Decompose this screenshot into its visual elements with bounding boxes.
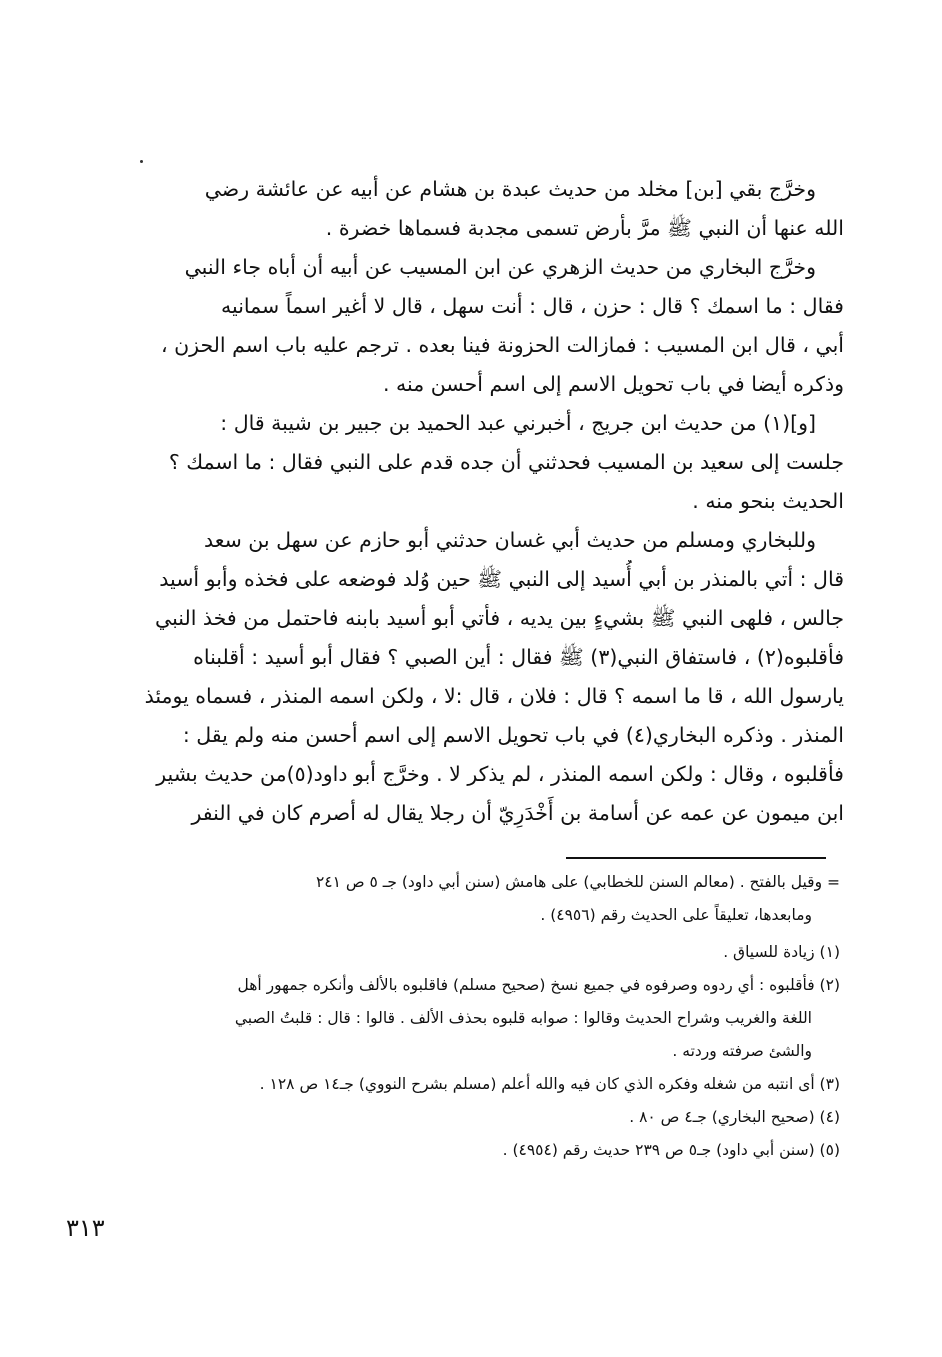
scan-speck <box>140 160 143 163</box>
main-text <box>92 170 844 833</box>
footnote-line: ومابعدها، تعليقاً على الحديث رقم (٤٩٥٦) . <box>540 906 812 924</box>
footnote-line: والشئ صرفته وردته . <box>672 1042 812 1060</box>
text-line: وللبخاري ومسلم من حديث أبي غسان حدثني أبو حازم عن سهل بن سعد <box>203 528 816 552</box>
text-line: يارسول الله ، قا ما اسمه ؟ قال : فلان ، قال :لا ، ولكن اسمه المنذر ، فسماه يومئذ <box>144 684 844 708</box>
text-line: المنذر . وذكره البخاري(٤) في باب تحويل الاسم إلى اسم أحسن منه ولم يقل : <box>182 723 844 747</box>
text-line: فقال : ما اسمك ؟ قال : حزن ، قال : أنت سهل ، قال لا أغير اسماً سمانيه <box>221 294 844 318</box>
text-line: قال : أتي بالمنذر بن أبي أُسيد إلى النبي ﷺ حين وُلد فوضعه على فخذه وأبو أسيد <box>159 567 844 591</box>
text-line: وخرَّج البخاري من حديث الزهري عن ابن المسيب عن أبيه أن أباه جاء النبي <box>184 255 816 279</box>
text-line: أبي ، قال ابن المسيب : فمازالت الحزونة فينا بعده . ترجم عليه باب اسم الحزن ، <box>160 333 844 357</box>
text-line: جلست إلى سعيد بن المسيب فحدثني أن جده قدم على النبي فقال : ما اسمك ؟ <box>168 450 844 474</box>
footnote-line: (٢) فأقلبوه : أي ردوه وصرفوه في جميع نسخ (صحيح مسلم) فاقلبوه بالألف وأنكره جمهور أهل <box>237 976 840 994</box>
footnote-line: اللغة والغريب وشراح الحديث وقالوا : صوابه قلبوه بحذف الألف . قالوا : قال : قلبتُ الصبي <box>234 1009 812 1027</box>
footnote-separator <box>566 857 826 859</box>
text-line: ابن ميمون عن عمه عن أسامة بن أَخْدَرِيّ أن رجلا يقال له أصرم كان في النفر <box>191 801 844 825</box>
footnote-line: (٤) (صحيح البخاري) جـ٤ ص ٨٠ . <box>629 1108 840 1126</box>
text-line: فأقلبوه ، وقال : ولكن اسمه المنذر ، لم يذكر لا . وخرَّج أبو داود(٥)من حديث بشير <box>156 762 844 786</box>
text-line: وخرَّج بقي [بن] مخلد من حديث عبدة بن هشام عن أبيه عن عائشة رضي <box>204 177 816 201</box>
page-number: ٣١٣ <box>66 1214 105 1242</box>
text-line: الحديث بنحو منه . <box>692 489 844 513</box>
footnote-line: (١) زيادة للسياق . <box>723 943 840 961</box>
text-line: الله عنها أن النبي ﷺ مرَّ بأرض تسمى مجدبة فسماها خضرة . <box>325 216 844 240</box>
footnote-line: = وقيل بالفتح . (معالم السنن للخطابي) على هامش (سنن أبي داود) جـ ٥ ص ٢٤١ <box>315 873 840 891</box>
text-line: فأقلبوه(٢) ، فاستفاق النبي(٣) ﷺ فقال : أين الصبي ؟ فقال أبو أسيد : أقلبناه <box>193 645 844 669</box>
text-line: جالس ، فلهى النبي ﷺ بشيءٍ بين يديه ، فأتي أبو أسيد بابنه فاحتمل من فخذ النبي <box>154 606 844 630</box>
text-line: [و](١) من حديث ابن جريج ، أخبرني عبد الحميد بن جبير بن شيبة قال : <box>220 411 816 435</box>
footnote-line: (٣) أى انتبه من شغله وفكره الذي كان فيه والله أعلم (مسلم بشرح النووي) جـ١٤ ص ١٢٨ . <box>259 1075 840 1093</box>
text-line: وذكره أيضا في باب تحويل الاسم إلى اسم أحسن منه . <box>382 372 844 396</box>
footnote-line: (٥) (سنن أبي داود) جـ٥ ص ٢٣٩ حديث رقم (٤٩٥٤) . <box>502 1141 840 1159</box>
footnotes <box>80 866 840 1167</box>
